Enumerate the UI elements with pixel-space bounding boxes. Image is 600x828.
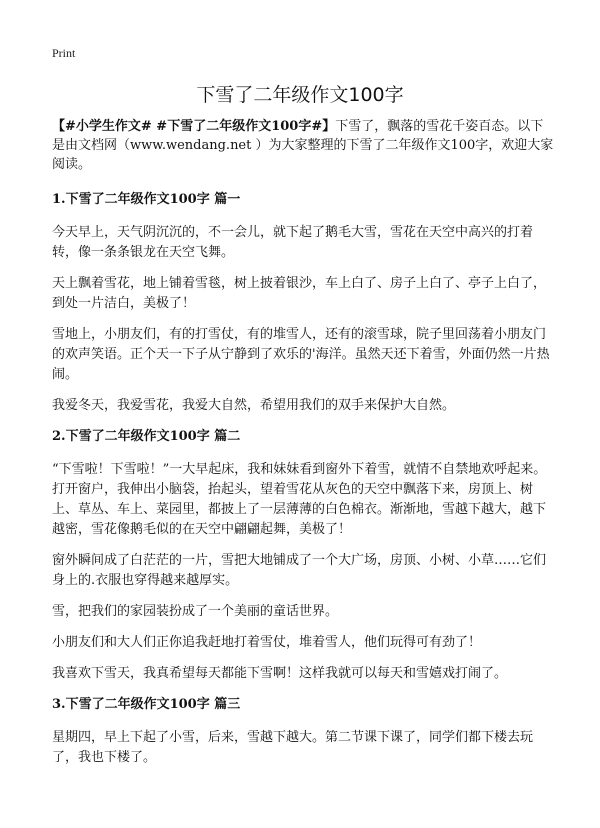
print-label: Print — [52, 46, 76, 60]
intro-text: 下雪了，飘落的雪花千姿百态。以下是由文档网（www.wendang.net ）为大家整理的下雪了二年级作文100字，欢迎大家阅读。 — [52, 119, 554, 172]
section-heading: 1.下雪了二年级作文100字 篇一 — [52, 192, 241, 207]
section-heading: 2.下雪了二年级作文100字 篇二 — [52, 429, 241, 444]
paragraph: 天上飘着雪花，地上铺着雪毯，树上披着银沙，车上白了、房子上白了、亭子上白了，到处一片洁白，美极了！ — [52, 276, 547, 311]
paragraph: 窗外瞬间成了白茫茫的一片，雪把大地铺成了一个大广场，房顶、小树、小草……它们身上的.衣服也穿得越来越厚实。 — [52, 553, 547, 588]
paragraph: 星期四，早上下起了小雪，后来，雪越下越大。第二节课下课了，同学们都下楼去玩了，我也下楼了。 — [52, 730, 534, 765]
intro-tag: 【#小学生作文# #下雪了二年级作文100字#】 — [52, 119, 336, 134]
intro-paragraph — [52, 117, 554, 174]
paragraph: 小朋友们和大人们正你追我赶地打着雪仗，堆着雪人，他们玩得可有劲了！ — [52, 635, 482, 650]
paragraph: 我爱冬天，我爱雪花，我爱大自然，希望用我们的双手来保护大自然。 — [52, 398, 456, 413]
article-body — [52, 117, 554, 779]
section-1 — [52, 190, 554, 416]
section-heading: 3.下雪了二年级作文100字 篇三 — [52, 697, 241, 712]
paragraph: 我喜欢下雪天，我真希望每天都能下雪啊！这样我就可以每天和雪嬉戏打闹了。 — [52, 666, 508, 681]
page-title: 下雪了二年级作文100字 — [196, 84, 404, 106]
paragraph: “下雪啦！下雪啦！”一大早起床，我和妹妹看到窗外下着雪，就情不自禁地欢呼起来。打开窗户，我伸出小脑袋，抬起头，望着雪花从灰色的天空中飘落下来，房顶上、树上、草丛、车上、菜园里，都披上了一层薄薄的白色棉衣。渐渐地，雪越下越大，越下越密，雪花像鹅毛似的在天空中翩翩起舞，美极了！ — [52, 462, 547, 537]
paragraph: 雪，把我们的家园装扮成了一个美丽的童话世界。 — [52, 604, 339, 619]
paragraph: 今天早上，天气阴沉沉的，不一会儿，就下起了鹅毛大雪，雪花在天空中高兴的打着转，像一条条银龙在天空飞舞。 — [52, 225, 534, 260]
section-3 — [52, 695, 554, 768]
paragraph: 雪地上，小朋友们，有的打雪仗，有的堆雪人，还有的滚雪球，院子里回荡着小朋友门的欢声笑语。正个天一下子从宁静到了欢乐的'海洋。虽然天还下着雪，外面仍然一片热闹。 — [52, 327, 550, 382]
section-2 — [52, 427, 554, 684]
